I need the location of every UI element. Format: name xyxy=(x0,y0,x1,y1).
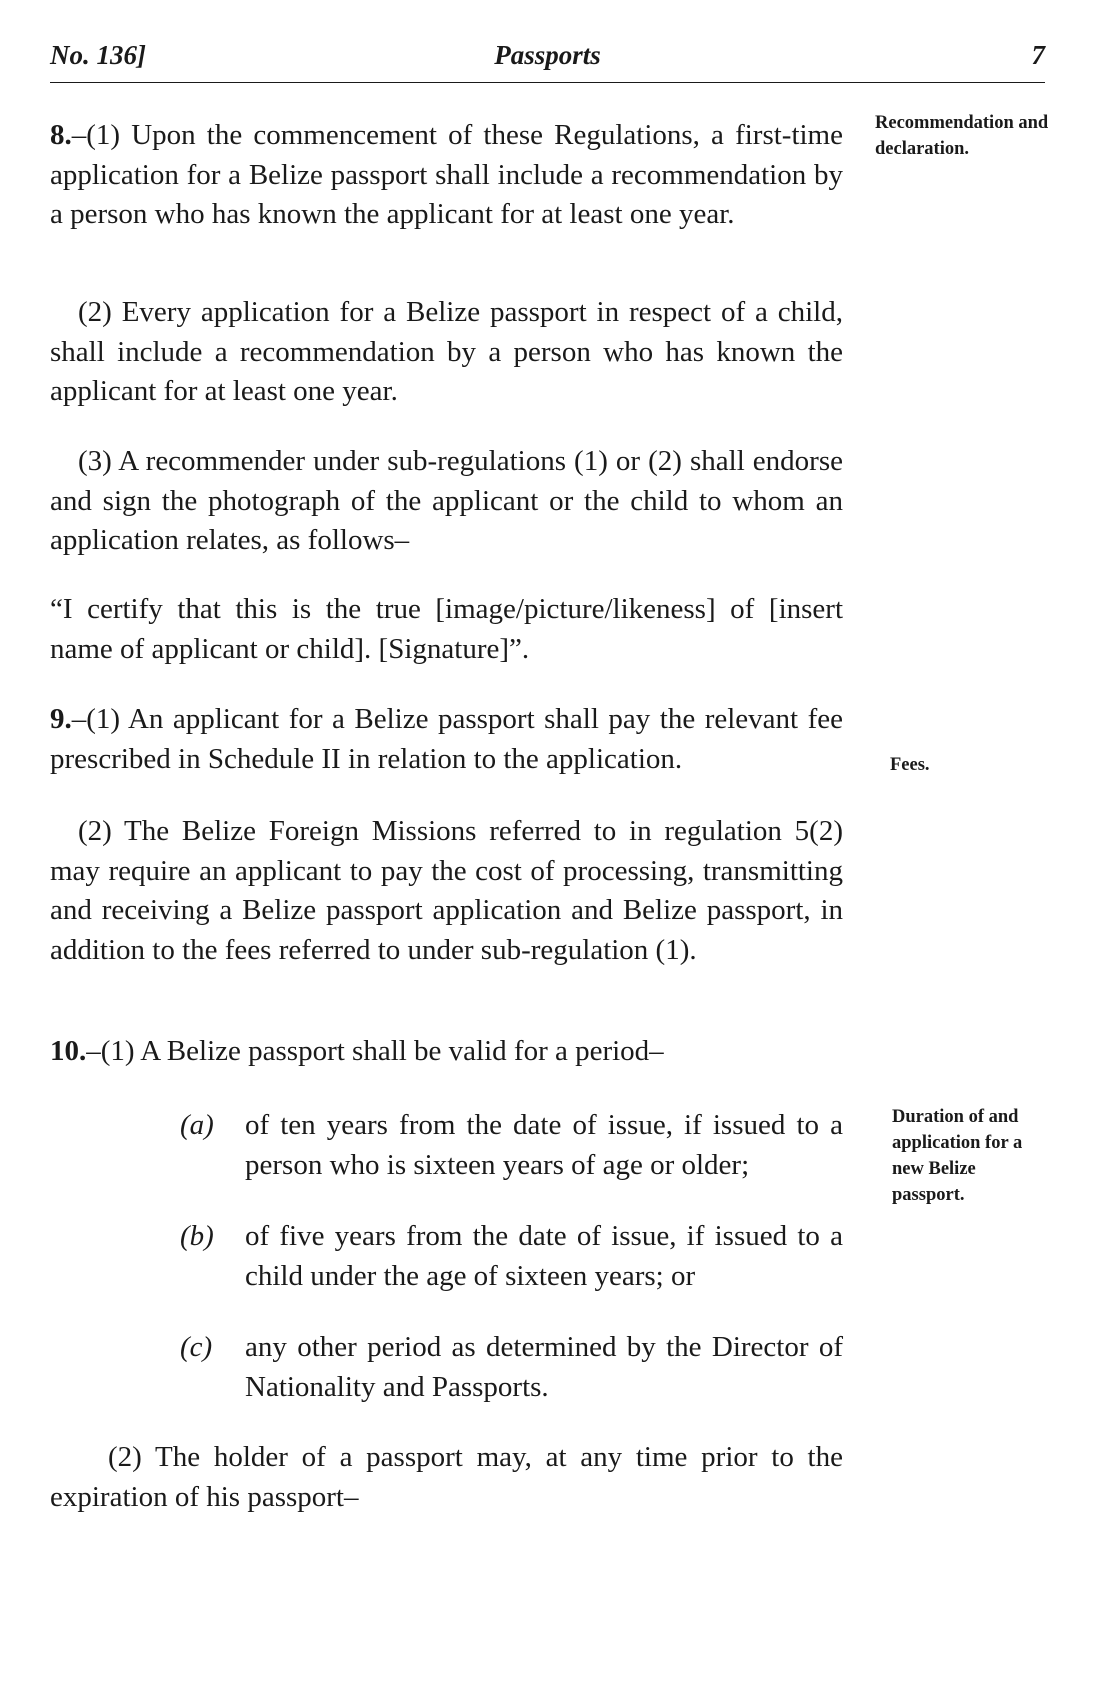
margin-note-duration: Duration of and application for a new Belize passport. xyxy=(892,1107,1023,1205)
para-text: –(1) Upon the commencement of these Regulations, a first-time application for a Belize passport shall include a recommendation by a person who has known the applicant for at least one year. xyxy=(50,119,843,230)
act-number: No. 136] xyxy=(50,40,146,70)
page-number: 7 xyxy=(1031,40,1045,70)
item-label: (b) xyxy=(180,1220,214,1252)
item-label: (a) xyxy=(180,1109,214,1141)
section-8-para-2: (2) Every application for a Belize passport in respect of a child, shall include a recommendation by a person who has known the applicant for at least one year. xyxy=(50,296,843,407)
item-text: of ten years from the date of issue, if issued to a person who is sixteen years of age or older; xyxy=(245,1109,843,1181)
section-10-para-2: (2) The holder of a passport may, at any time prior to the expiration of his passport– xyxy=(50,1441,843,1513)
header-rule xyxy=(50,82,1045,83)
item-text: any other period as determined by the Director of Nationality and Passports. xyxy=(245,1331,843,1403)
margin-note-recommendation: Recommendation and declaration. xyxy=(875,113,1049,159)
running-title: Passports xyxy=(494,40,601,70)
para-text: –(1) A Belize passport shall be valid for a period– xyxy=(86,1035,664,1067)
section-9-para-2: (2) The Belize Foreign Missions referred to in regulation 5(2) may require an applicant to pay the cost of processing, transmitting and receiving a Belize passport application and Belize passport, in addition to the fees referred to under sub-regulation (1). xyxy=(50,815,843,966)
certification-quote: “I certify that this is the true [image/picture/likeness] of [insert name of applicant or child]. [Signature]”. xyxy=(50,593,843,665)
section-8-para-3: (3) A recommender under sub-regulations (1) or (2) shall endorse and sign the photograph of the applicant or the child to whom an application relates, as follows– xyxy=(50,445,843,556)
section-number: 8. xyxy=(50,119,72,151)
section-9-para-1 xyxy=(50,700,843,779)
page-header xyxy=(50,40,1045,80)
para-text: –(1) An applicant for a Belize passport shall pay the relevant fee prescribed in Schedule II in relation to the application. xyxy=(50,703,843,775)
section-number: 10. xyxy=(50,1035,87,1067)
section-number: 9. xyxy=(50,703,72,735)
item-text: of five years from the date of issue, if issued to a child under the age of sixteen years; or xyxy=(245,1220,843,1292)
section-10-para-1 xyxy=(50,1032,843,1072)
margin-note-fees: Fees. xyxy=(890,755,930,775)
item-label: (c) xyxy=(180,1331,213,1363)
section-8-para-1 xyxy=(50,116,843,235)
